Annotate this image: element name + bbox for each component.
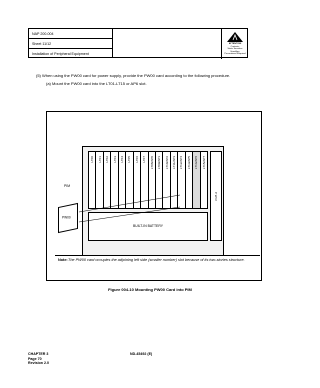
card-label: PW00 [62, 215, 71, 220]
slot-label: LT15/AP7 [201, 156, 206, 170]
slot-label: LT14/AP6 [194, 156, 199, 170]
footer-revision: Revision 2.0 [28, 361, 49, 366]
slot-label: LT07 [142, 156, 147, 163]
slot-label: LT09/AP1 [157, 156, 162, 170]
sheet-number: Sheet 11/12 [29, 39, 112, 49]
slot-label: LT06 [134, 156, 139, 163]
battery-label: BUILT-IN BATTERY [133, 224, 163, 228]
note-divider [55, 255, 260, 256]
pim-label: PIM [64, 184, 71, 188]
attention-heading: ATTENTION [228, 43, 242, 45]
attention-line: Static Sensitive [227, 48, 243, 51]
figure-note [58, 258, 258, 263]
footer-left [28, 352, 49, 366]
footer-doc-number: ND-45492 (E) [130, 352, 153, 356]
step-5: (5) When using the PW00 card for power supply, provide the PW00 card according to the following procedure. [36, 73, 231, 78]
figure-caption: Figure 004-10 Mounting PW00 Card into PIM [108, 287, 192, 292]
slot-label: LT08/AP0 [149, 156, 154, 170]
slot-label: LT03 [112, 156, 117, 163]
psu-label: P W R [214, 192, 218, 201]
footer-page: Page 70 [28, 356, 42, 361]
slot-label: LT01 [97, 156, 102, 163]
attention-line: Precautions Required [224, 53, 246, 56]
slot-label: LT13/AP5 [186, 156, 191, 170]
step-a: (a) Mount the PW00 card into the LT01-LT15 or AP6 slot. [46, 81, 147, 86]
slot-label: LT12/AP4 [179, 156, 184, 170]
attention-line: Contents [230, 45, 240, 48]
slot-label: LT00 [90, 156, 95, 163]
doc-number: NAP 200-004 [29, 29, 112, 39]
footer-chapter: CHAPTER 3 [28, 352, 49, 356]
doc-title: Installation of Peripheral Equipment [32, 52, 89, 56]
slot-label: LT02 [105, 156, 110, 163]
slot-label: LT11/AP3 [172, 156, 177, 169]
attention-line: Handling [230, 50, 240, 53]
note-label: Note: [58, 258, 68, 262]
slot-label: LT10/AP2 [164, 156, 169, 170]
note-text: The PW00 card occupies the adjoining left side (smaller number) slot because of its two-stories structure. [68, 258, 245, 262]
slot-label: LT04 [119, 156, 124, 163]
slot-label: LT05 [127, 156, 132, 163]
